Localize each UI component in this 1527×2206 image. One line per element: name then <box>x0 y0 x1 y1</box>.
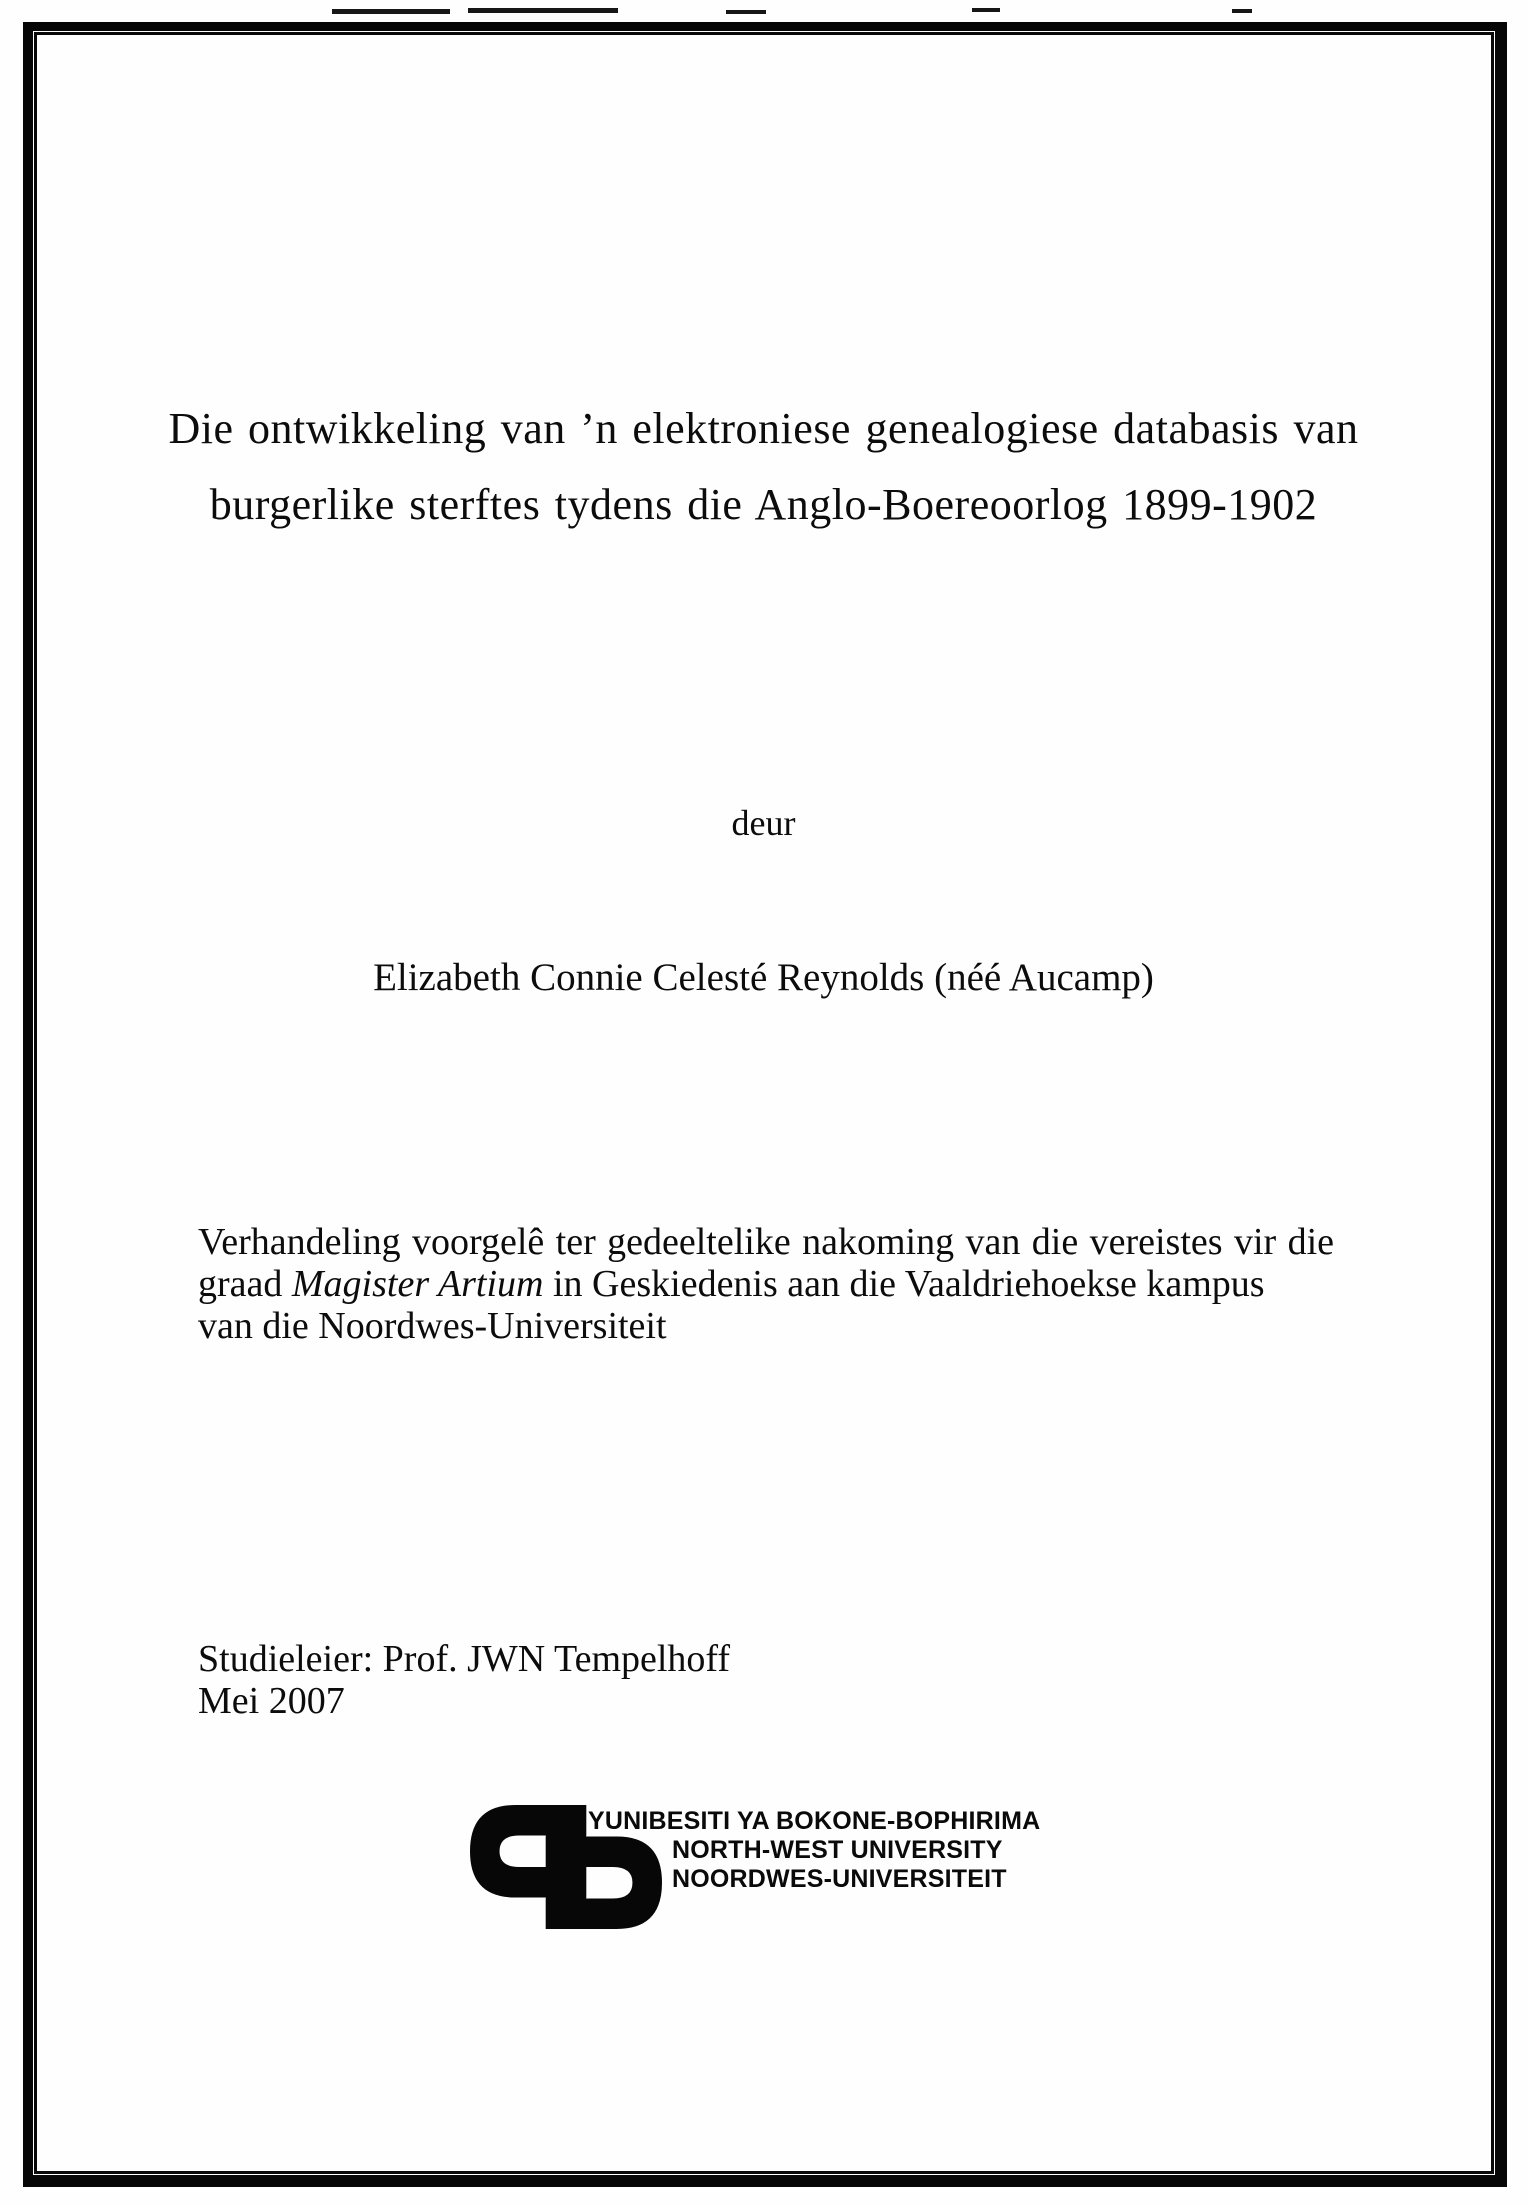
scan-artifact <box>468 8 618 13</box>
thesis-title <box>60 391 1467 543</box>
declaration-line2-pre: graad <box>198 1263 292 1305</box>
university-logo-text <box>588 1807 1040 1894</box>
thesis-title-line1: Die ontwikkeling van ’n elektroniese genealogiese databasis van <box>168 404 1359 453</box>
university-name-setswana: YUNIBESITI YA BOKONE-BOPHIRIMA <box>588 1807 1041 1835</box>
byline-label: deur <box>731 803 796 843</box>
declaration-line3: van die Noordwes-Universiteit <box>198 1305 667 1347</box>
author-name: Elizabeth Connie Celesté Reynolds (néé Aucamp) <box>373 956 1154 999</box>
scan-artifact <box>1232 9 1252 13</box>
scan-artifact <box>726 10 766 14</box>
degree-declaration <box>198 1221 1334 1347</box>
thesis-title-line2: burgerlike sterftes tydens die Anglo-Boereoorlog 1899-1902 <box>209 480 1318 529</box>
date-line: Mei 2007 <box>198 1680 345 1722</box>
university-name-afrikaans: NOORDWES-UNIVERSITEIT <box>672 1865 1007 1893</box>
university-name-english: NORTH-WEST UNIVERSITY <box>672 1836 1003 1864</box>
supervisor-block <box>198 1638 730 1722</box>
scan-artifact <box>972 8 1000 12</box>
university-logo <box>470 1804 1110 1939</box>
degree-name: Magister Artium <box>291 1263 544 1305</box>
declaration-line2-post: in Geskiedenis aan die Vaaldriehoekse kampus <box>543 1263 1265 1305</box>
declaration-line1: Verhandeling voorgelê ter gedeeltelike nakoming van die vereistes vir die <box>198 1221 1334 1263</box>
declaration-line2 <box>198 1263 1334 1305</box>
supervisor-line: Studieleier: Prof. JWN Tempelhoff <box>198 1638 731 1680</box>
scan-artifact <box>332 9 450 14</box>
